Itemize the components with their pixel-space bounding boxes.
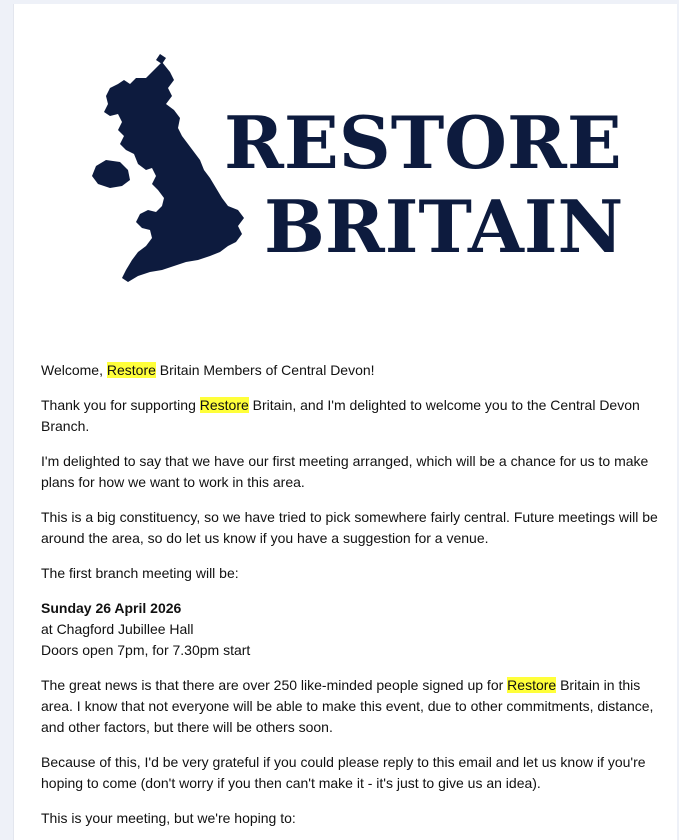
meeting-goals-intro: This is your meeting, but we're hoping to: [41,810,296,826]
greeting-paragraph: Welcome, Restore Britain Members of Central Devon! [41,362,375,378]
great-news-paragraph: The great news is that there are over 250 like-minded people signed up for Restore Britain in this area. I know that not everyone will be able to make this event, due to other commitments, distance, and other factors, but there will be others soon. [41,677,654,735]
logo-line-1: RESTORE [224,100,622,185]
email-content [41,360,661,840]
reply-request-paragraph: Because of this, I'd be very grateful if you could please reply to this email and let us know if you're hoping to come (don't worry if you then can't make it - it's just to give us an idea). [41,754,646,791]
meeting-details [41,598,661,661]
highlight: Restore [106,362,156,378]
meeting-date: Sunday 26 April 2026 [41,600,182,616]
email-body [13,4,677,840]
highlight: Restore [507,677,557,693]
branch-meeting-intro: The first branch meeting will be: [41,565,239,581]
first-meeting-paragraph: I'm delighted to say that we have our first meeting arranged, which will be a chance for us to make plans for how we want to work in this area. [41,453,649,490]
logo-line-2: BRITAIN [264,184,624,269]
welcome-paragraph: Thank you for supporting Restore Britain, and I'm delighted to welcome you to the Central Devon Branch. [41,397,640,434]
restore-britain-logo [14,4,677,324]
meeting-time: Doors open 7pm, for 7.30pm start [41,642,251,658]
constituency-paragraph: This is a big constituency, so we have tried to pick somewhere fairly central. Future meetings will be around the area, so do let us know if you have a suggestion for a venue. [41,509,658,546]
uk-map-icon [92,54,244,282]
highlight: Restore [199,397,249,413]
meeting-venue: at Chagford Jubillee Hall [41,621,194,637]
